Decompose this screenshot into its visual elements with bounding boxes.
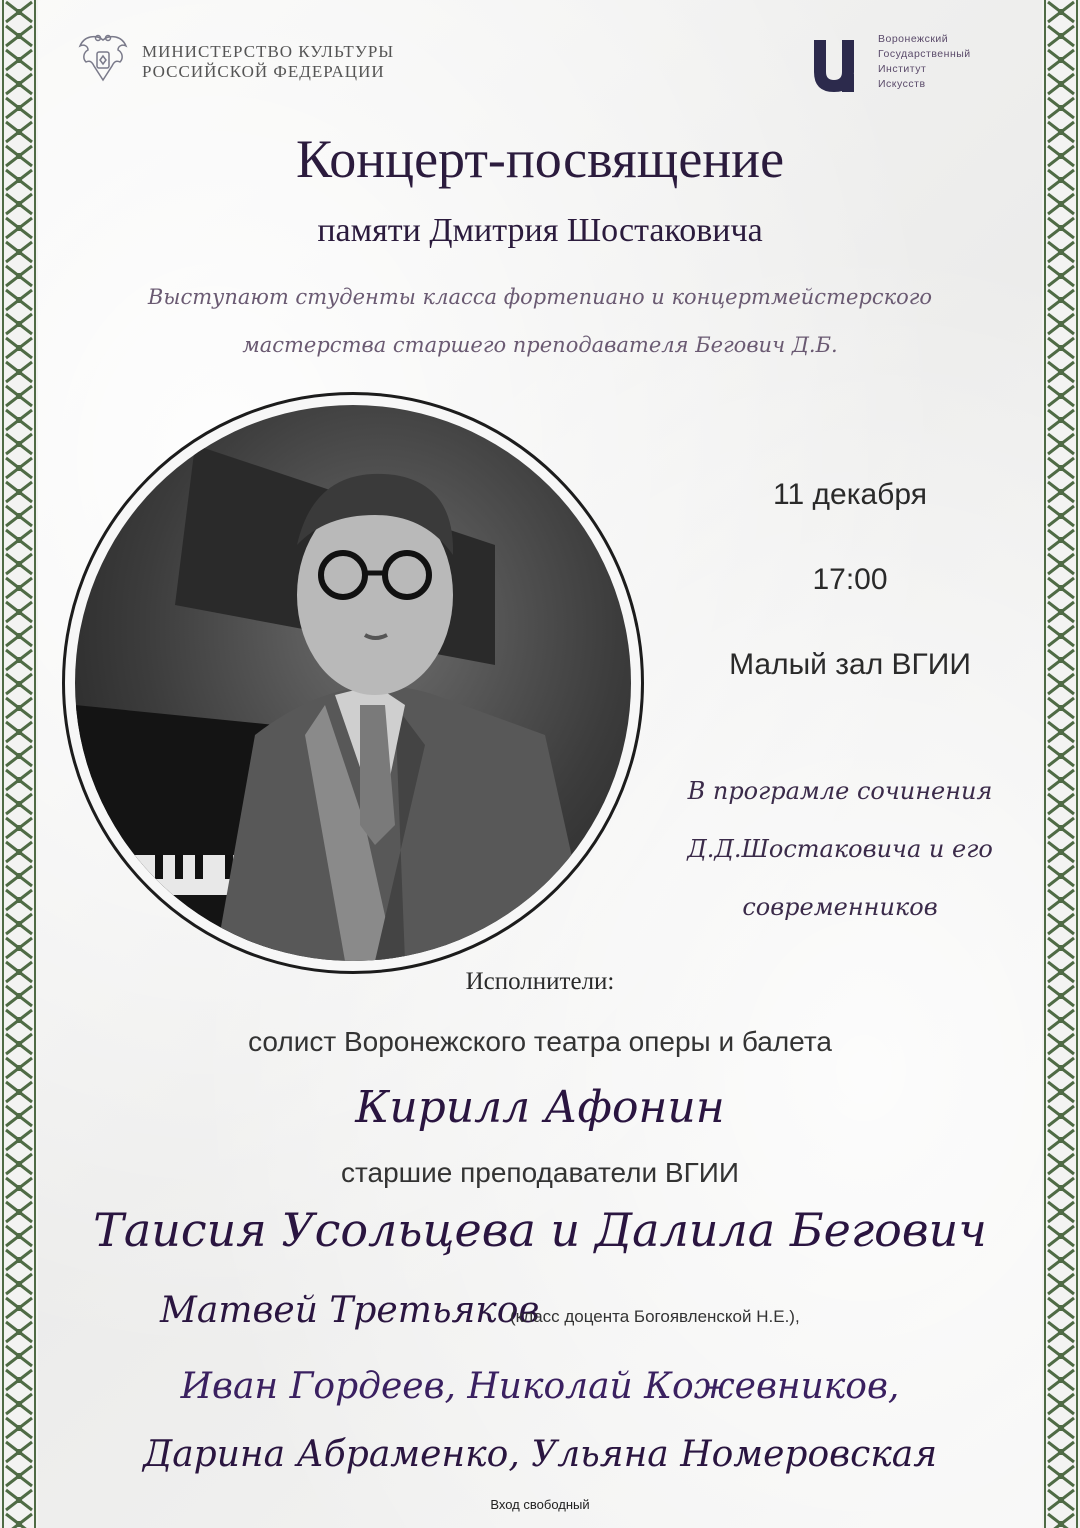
ministry-line-1: МИНИСТЕРСТВО КУЛЬТУРЫ — [142, 42, 395, 61]
program-line-3: современников — [742, 893, 938, 921]
eagle-emblem-icon — [74, 30, 132, 93]
portrait-photo — [75, 405, 631, 961]
program-line-1: В програмле сочинения — [687, 777, 993, 805]
performers-intro — [0, 273, 1080, 369]
institute-line-2: Государственный — [878, 48, 971, 60]
students-line-2: Иван Гордеев, Николай Кожевников, — [180, 1366, 900, 1407]
institute-line-1: Воронежский — [878, 33, 949, 45]
free-entry-note: Вход свободный — [490, 1497, 590, 1512]
students-line-3: Дарина Абраменко, Ульяна Номеровская — [142, 1434, 938, 1475]
program-description — [640, 762, 1040, 936]
teachers-names: Таисия Усольцева и Далила Бегович — [93, 1203, 987, 1257]
institute-line-4: Искусств — [878, 78, 926, 90]
concert-subtitle: памяти Дмитрия Шостаковича — [317, 212, 763, 249]
event-date: 11 декабря — [773, 478, 927, 511]
intro-line-1: Выступают студенты класса фортепиано и концертмейстерского — [147, 285, 933, 309]
soloist-name: Кирилл Афонин — [355, 1082, 725, 1133]
student-class-note: (класс доцента Богоявленской Н.Е.), — [510, 1307, 800, 1326]
teachers-description: старшие преподаватели ВГИИ — [341, 1157, 739, 1188]
concert-title: Концерт-посвящение — [295, 129, 785, 189]
event-time: 17:00 — [812, 563, 888, 596]
intro-line-2: мастерства старшего преподавателя Бегович Д.Б. — [242, 333, 838, 357]
event-venue: Малый зал ВГИИ — [729, 648, 971, 681]
student-name-1: Матвей Третьяков — [160, 1290, 540, 1331]
ministry-name — [142, 42, 394, 82]
u-logo-icon — [808, 34, 860, 101]
performers-heading: Исполнители: — [465, 968, 615, 995]
institute-line-3: Институт — [878, 63, 927, 75]
ministry-line-2: РОССИЙСКОЙ ФЕДЕРАЦИИ — [142, 62, 385, 81]
composer-portrait — [62, 392, 644, 974]
program-line-2: Д.Д.Шостаковича и его — [687, 835, 993, 863]
soloist-description: солист Воронежского театра оперы и балета — [248, 1026, 832, 1057]
institute-name — [878, 32, 971, 92]
